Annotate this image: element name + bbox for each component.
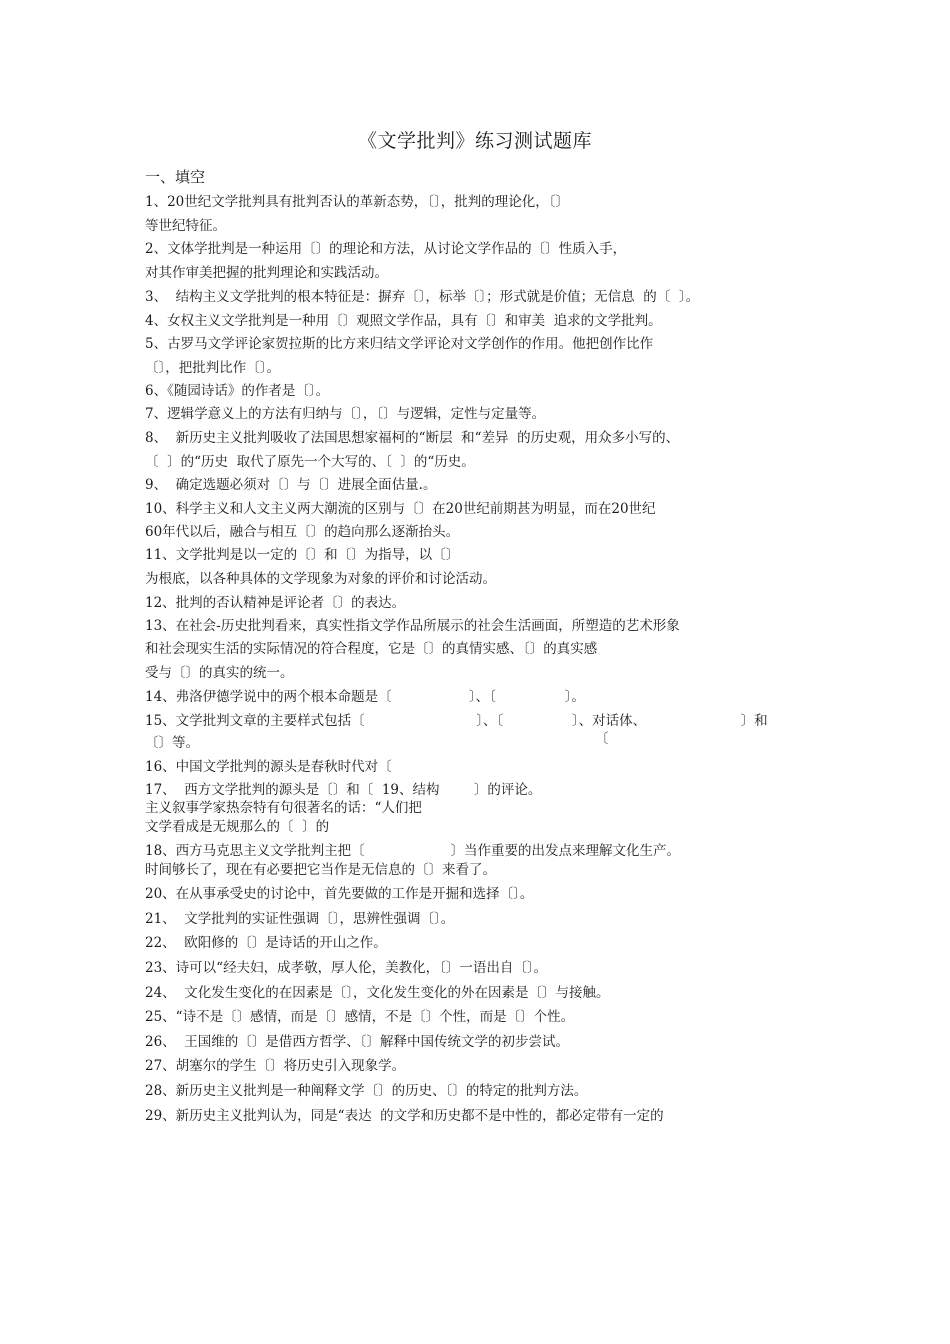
question-line: 〔 〕的“历史 取代了原先一个大写的、〔 〕的“历史。 xyxy=(145,454,475,470)
question-line: 受与〔〕的真实的统一。 xyxy=(145,665,294,681)
question-line: 1、20世纪文学批判具有批判否认的革新态势，〔〕，批判的理论化，〔〕 xyxy=(145,194,570,210)
question-line: 3、 结构主义文学批判的根本特征是：摒弃〔〕，标举〔〕；形式就是价值；无信息 的〔 〕。 xyxy=(145,289,700,305)
question-line: 10、科学主义和人文主义两大潮流的区别与〔〕在20世纪前期甚为明显，而在20世纪 xyxy=(145,501,656,517)
question-line: 7、逻辑学意义上的方法有归纳与〔〕，〔〕与逻辑，定性与定量等。 xyxy=(145,406,546,422)
question-line: 6、《随园诗话》的作者是〔〕。 xyxy=(145,383,330,399)
question-line: 20、在从事承受史的讨论中，首先要做的工作是开掘和选择〔〕。 xyxy=(145,886,534,902)
question-line: 12、批判的否认精神是评论者〔〕的表达。 xyxy=(145,595,406,611)
question-line: 13、在社会-历史批判看来，真实性指文学作品所展示的社会生活画面，所塑造的艺术形象 xyxy=(145,618,680,634)
question-line: 文学看成是无规那么的〔 〕的 xyxy=(145,819,330,835)
question-line: 和社会现实生活的实际情况的符合程度，它是〔〕的真情实感、〔〕的真实感 xyxy=(145,641,598,657)
question-line: 22、 欧阳修的〔〕是诗话的开山之作。 xyxy=(145,935,387,951)
question-line: 14、弗洛伊德学说中的两个根本命题是〔 〕、〔 〕。 xyxy=(145,689,585,705)
question-line: 4、女权主义文学批判是一种用〔〕观照文学作品，具有〔〕和审美 追求的文学批判。 xyxy=(145,313,662,329)
question-line: 28、新历史主义批判是一种阐释文学〔〕的历史、〔〕的特定的批判方法。 xyxy=(145,1083,588,1099)
question-line: 25、“诗不是〔〕感情，而是〔〕感情，不是〔〕个性，而是〔〕个性。 xyxy=(145,1009,575,1025)
question-line: 16、中国文学批判的源头是春秋时代对〔 xyxy=(145,759,392,775)
question-line: 时间够长了，现在有必要把它当作是无信息的〔〕来看了。 xyxy=(145,862,496,878)
question-line: 对其作审美把握的批判理论和实践活动。 xyxy=(145,265,388,281)
question-line: 23、诗可以“经夫妇，成孝敬，厚人伦，美教化，〔〕一语出自〔〕。 xyxy=(145,960,548,976)
question-line: 〔〕等。 xyxy=(145,735,199,751)
question-line: 〔〕，把批判比作〔〕。 xyxy=(145,360,280,376)
question-line: 主义叙事学家热奈特有句很著名的话：“人们把 xyxy=(145,800,422,816)
question-line: 26、 王国维的〔〕是借西方哲学、〔〕解释中国传统文学的初步尝试。 xyxy=(145,1034,570,1050)
question-line: 15、文学批判文章的主要样式包括〔 〕、〔 〕、对话体、 〕和 xyxy=(145,713,768,729)
question-line: 60年代以后，融合与相互〔〕的趋向那么逐渐抬头。 xyxy=(145,524,460,540)
question-line: 18、西方马克思主义文学批判主把〔 〕当作重要的出发点来理解文化生产。 xyxy=(145,843,681,859)
question-line: 8、 新历史主义批判吸收了法国思想家福柯的“断层 和“差异 的历史观，用众多小写的、 xyxy=(145,430,680,446)
question-line: 21、 文学批判的实证性强调〔〕，思辨性强调〔〕。 xyxy=(145,911,455,927)
question-line: 2、文体学批判是一种运用〔〕的理论和方法，从讨论文学作品的〔〕性质入手， xyxy=(145,241,627,257)
question-line: 17、 西方文学批判的源头是〔〕和〔 19、结构 〕的评论。 xyxy=(145,782,542,798)
question-line: 24、 文化发生变化的在因素是〔〕，文化发生变化的外在因素是〔〕与接触。 xyxy=(145,985,610,1001)
document-title: 《文学批判》练习测试题库 xyxy=(357,130,592,152)
question-line: 9、 确定选题必须对〔〕与〔〕进展全面估量.。 xyxy=(145,477,437,493)
stray-bracket: 〔 xyxy=(595,731,609,747)
question-line: 5、古罗马文学评论家贺拉斯的比方来归结文学评论对文学创作的作用。他把创作比作 xyxy=(145,336,654,352)
question-line: 等世纪特征。 xyxy=(145,218,226,234)
question-line: 11、文学批判是以一定的〔〕和〔〕为指导，以〔〕 xyxy=(145,547,460,563)
section-heading: 一、填空 xyxy=(145,168,206,186)
question-line: 为根底，以各种具体的文学现象为对象的评价和讨论活动。 xyxy=(145,571,496,587)
question-line: 27、胡塞尔的学生〔〕将历史引入现象学。 xyxy=(145,1058,406,1074)
question-line: 29、新历史主义批判认为，同是“表达 的文学和历史都不是中性的，都必定带有一定的 xyxy=(145,1108,664,1124)
